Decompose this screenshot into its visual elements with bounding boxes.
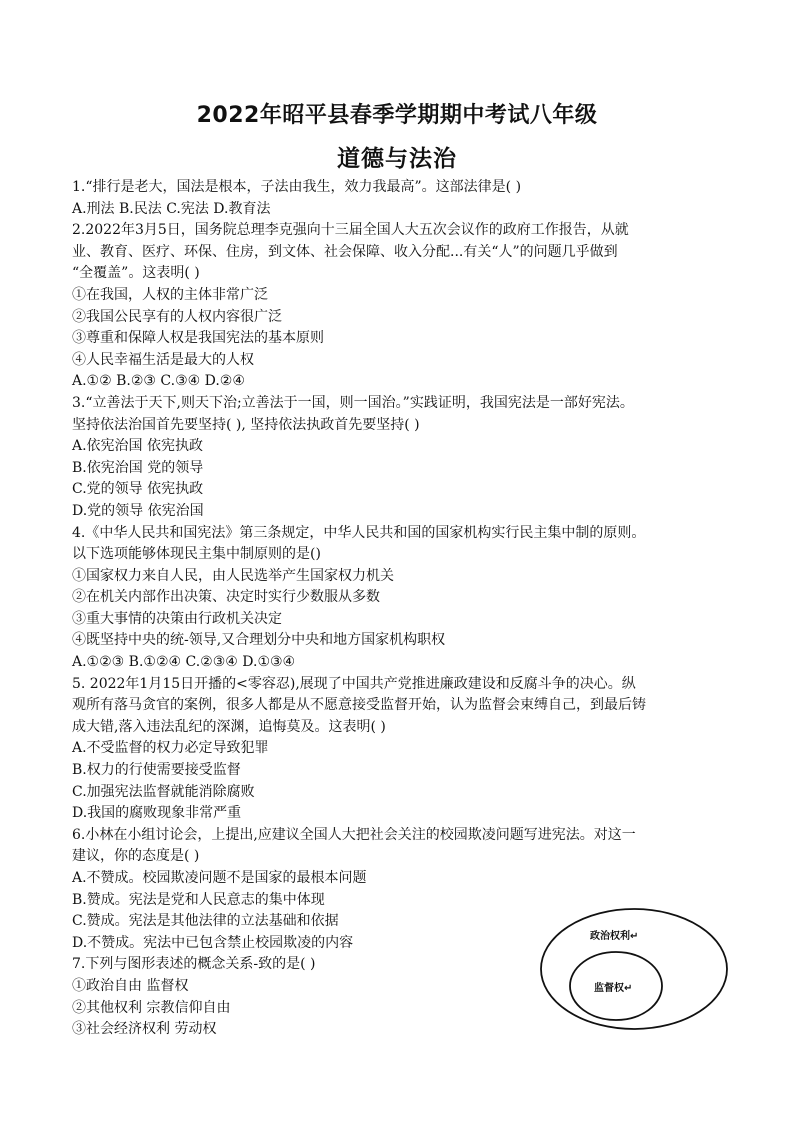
text-line: ②我国公民享有的人权内容很广泛 [72, 308, 282, 325]
text-line: A.不受监督的权力必定导致犯罪 [72, 740, 269, 757]
text-line: A.不赞成。校园欺凌问题不是国家的最根本问题 [72, 870, 367, 886]
outer-circle-label: 政治权利↵ [590, 931, 639, 942]
text-line: ②在机关内部作出决策、决定时实行少数服从多数 [72, 589, 380, 606]
text-line: C.党的领导 依宪执政 [72, 481, 204, 498]
concept-diagram [538, 906, 730, 1032]
text-line: 成大错,落入违法乱纪的深渊，追悔莫及。这表明( ) [72, 718, 386, 735]
text-line: A.刑法 B.民法 C.宪法 D.教育法 [72, 200, 271, 217]
text-line: 4.《中华人民共和国宪法》第三条规定，中华人民共和国的国家机构实行民主集中制的原则。 [72, 524, 646, 541]
text-line: 业、教育、医疗、环保、住房，到文体、社会保障、收入分配...有关“人”的问题几乎做到 [72, 243, 618, 260]
text-line: 3.“立善法于天下,则天下治;立善法于一国，则一国治。”实践证明，我国宪法是一部好宪法。 [72, 394, 634, 411]
text-line: ①在我国，人权的主体非常广泛 [72, 286, 268, 303]
text-line: 以下选项能够体现民主集中制原则的是() [72, 546, 321, 563]
outer-circle [541, 909, 727, 1029]
subject-title: 道德与法治 [337, 146, 457, 172]
text-line: ①国家权力来自人民，由人民选举产生国家权力机关 [72, 567, 394, 584]
text-line: D.不赞成。宪法中已包含禁止校园欺凌的内容 [72, 934, 354, 951]
text-line: 7.下列与图形表述的概念关系-致的是( ) [72, 956, 316, 973]
text-line: “全覆盖”。这表明( ) [72, 265, 200, 282]
text-line: A.①②③ B.①②④ C.②③④ D.①③④ [72, 654, 296, 671]
text-line: 6.小林在小组讨论会，上提出,应建议全国人大把社会关注的校园欺凌问题写进宪法。对这一 [72, 826, 636, 843]
text-line: 1.“排行是老大，国法是根本，子法由我生，效力我最高”。这部法律是( ) [72, 179, 522, 195]
text-line: B.权力的行使需要接受监督 [72, 762, 241, 779]
text-line: C.加强宪法监督就能消除腐败 [72, 783, 255, 800]
text-line: ③重大事情的决策由行政机关决定 [72, 610, 282, 627]
text-line: A.①② B.②③ C.③④ D.②④ [72, 373, 245, 390]
text-line: 5. 2022年1月15日开播的<零容忍),展现了中国共产党推进廉政建设和反腐斗争的决心。纵 [72, 675, 636, 692]
text-line: ③尊重和保障人权是我国宪法的基本原则 [72, 330, 324, 347]
text-line: 坚持依法治国首先要坚持( ), 坚持依法执政首先要坚持( ) [72, 416, 420, 433]
exam-title: 2022年昭平县春季学期期中考试八年级 [196, 103, 598, 128]
text-line: D.党的领导 依宪治国 [72, 502, 204, 519]
text-line: ④人民幸福生活是最大的人权 [72, 351, 254, 368]
text-line: A.依宪治国 依宪执政 [72, 438, 204, 455]
text-line: ④既坚持中央的统-领导,又合理划分中央和地方国家机构职权 [72, 632, 446, 649]
text-line: ③社会经济权利 劳动权 [72, 1021, 217, 1038]
text-line: D.我国的腐败现象非常严重 [72, 805, 242, 822]
text-line: C.赞成。宪法是其他法律的立法基础和依据 [72, 913, 339, 930]
text-line: ①政治自由 监督权 [72, 977, 189, 994]
text-line: 建议，你的态度是( ) [72, 848, 200, 865]
text-line: 观所有落马贪官的案例，很多人都是从不愿意接受监督开始，认为监督会束缚自己，到最后铸 [72, 697, 646, 714]
text-line: B.赞成。宪法是党和人民意志的集中体现 [72, 891, 325, 908]
text-line: 2.2022年3月5日，国务院总理李克强向十三届全国人大五次会议作的政府工作报告，从就 [72, 222, 629, 239]
text-line: ②其他权利 宗教信仰自由 [72, 999, 231, 1016]
inner-circle-label: 监督权↵ [594, 983, 633, 994]
text-line: B.依宪治国 党的领导 [72, 459, 204, 476]
